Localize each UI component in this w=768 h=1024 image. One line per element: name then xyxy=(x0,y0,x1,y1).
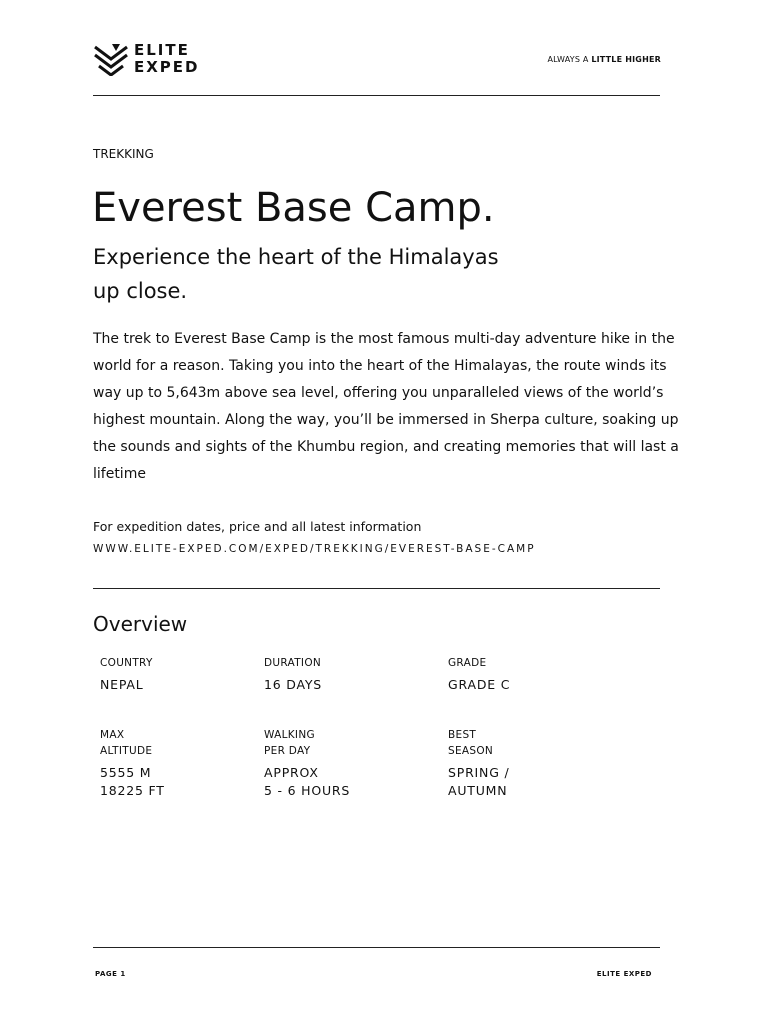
overview-label: DURATION xyxy=(264,657,322,669)
overview-item-duration xyxy=(264,655,322,694)
header-divider xyxy=(93,95,660,96)
tagline-prefix: ALWAYS A xyxy=(547,55,589,64)
page-subtitle: Experience the heart of the Himalayas up close. xyxy=(93,245,499,303)
page-title: Everest Base Camp. xyxy=(92,185,495,231)
overview-label: MAX ALTITUDE xyxy=(100,729,153,757)
info-url-link[interactable]: WWW.ELITE-EXPED.COM/EXPED/TREKKING/EVEREST-BASE-CAMP xyxy=(93,543,536,555)
overview-heading: Overview xyxy=(93,612,188,636)
overview-value: 16 DAYS xyxy=(264,677,323,692)
logo-word-elite: ELITE xyxy=(134,41,190,59)
tagline xyxy=(547,55,661,64)
overview-value: NEPAL xyxy=(100,677,144,692)
category-label: TREKKING xyxy=(93,147,154,161)
overview-label: WALKING PER DAY xyxy=(264,729,315,757)
overview-label: COUNTRY xyxy=(100,657,153,669)
overview-value: APPROX 5 - 6 HOURS xyxy=(264,765,351,798)
overview-item-max-altitude xyxy=(100,727,165,800)
section-divider xyxy=(93,588,660,589)
page-number: PAGE 1 xyxy=(95,970,126,978)
overview-value: GRADE C xyxy=(448,677,511,692)
overview-item-grade xyxy=(448,655,510,694)
logo-mountain-icon xyxy=(93,42,129,76)
footer-divider xyxy=(93,947,660,948)
brand-logo xyxy=(93,42,213,76)
overview-item-walking xyxy=(264,727,350,800)
footer-brand: ELITE EXPED xyxy=(596,970,652,978)
overview-item-country xyxy=(100,655,153,694)
tagline-bold: LITTLE HIGHER xyxy=(591,55,661,64)
overview-value: 5555 M 18225 FT xyxy=(100,765,165,798)
logo-word-exped: EXPED xyxy=(134,58,200,76)
intro-paragraph: The trek to Everest Base Camp is the most famous multi-day adventure hike in the world for a reason. Taking you into the heart of the Himalayas, the route winds its way up to 5,643m above sea level, offering you unparalleled views of the world’s highest mountain. Along the way, you’ll be immersed in Sherpa culture, soaking up the sounds and sights of the Khumbu region, and creating memories that will last a lifetime xyxy=(93,331,679,482)
overview-item-best-season xyxy=(448,727,509,800)
overview-label: BEST SEASON xyxy=(448,729,494,757)
overview-value: SPRING / AUTUMN xyxy=(448,765,510,798)
overview-label: GRADE xyxy=(448,657,487,669)
info-text: For expedition dates, price and all latest information xyxy=(93,519,422,534)
